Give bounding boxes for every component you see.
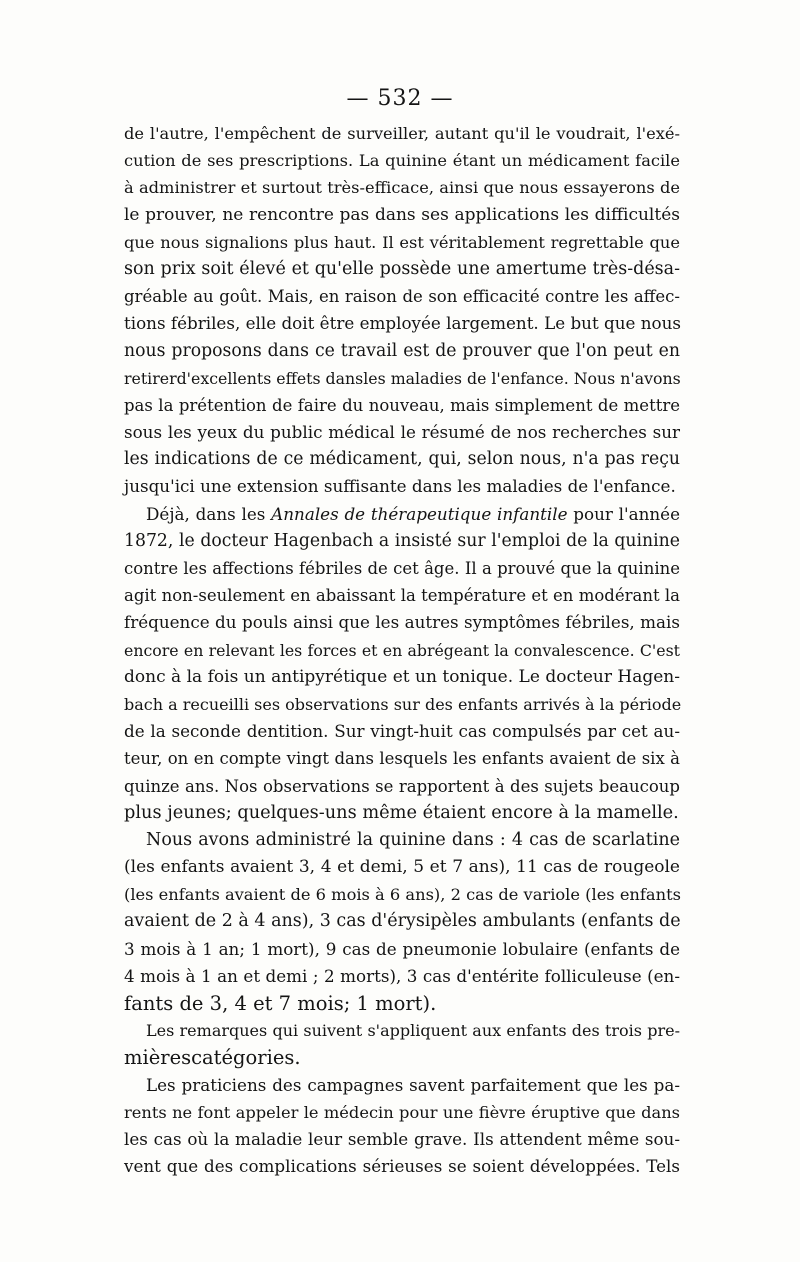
text-line: Nous avons administré la quinine dans : 4 cas de scarlatine [146, 829, 680, 850]
text-line: agit non-seulement en abaissant la température et en modérant la [124, 586, 680, 606]
text-line: que nous signalions plus haut. Il est véritablement regrettable que [124, 232, 680, 252]
text-line: vent que des complications sérieuses se soient développées. Tels [124, 1156, 680, 1177]
text-fragment: pour l'année [567, 503, 681, 524]
text-line: encore en relevant les forces et en abrégeant la convalescence. C'est [124, 640, 680, 660]
text-line: 3 mois à 1 an; 1 mort), 9 cas de pneumonie lobulaire (enfants de [124, 938, 680, 959]
text-line: jusqu'ici une extension suffisante dans les maladies de l'enfance. [124, 476, 676, 497]
journal-title: Annales de thérapeutique infantile [271, 503, 568, 524]
text-line: 4 mois à 1 an et demi ; 2 morts), 3 cas d'entérite folliculeuse (en- [124, 965, 680, 986]
text-line: sous les yeux du public médical le résumé de nos recherches sur [124, 422, 680, 443]
text-line: avaient de 2 à 4 ans), 3 cas d'érysipèles ambulants (enfants de [124, 911, 681, 932]
text-line-with-citation [124, 501, 680, 528]
text-line: fants de 3, 4 et 7 mois; 1 mort). [124, 992, 437, 1015]
text-line: Les remarques qui suivent s'appliquent aux enfants des trois pre- [146, 1021, 680, 1041]
text-line: nous proposons dans ce travail est de prouver que l'on peut en [124, 340, 680, 361]
text-line: les indications de ce médicament, qui, selon nous, n'a pas reçu [124, 449, 680, 470]
text-line: contre les affections fébriles de cet âge. Il a prouvé que la quinine [124, 559, 680, 578]
text-line: cution de ses prescriptions. La quinine étant un médicament facile [124, 151, 680, 171]
text-line: (les enfants avaient de 6 mois à 6 ans), 2 cas de variole (les enfants [124, 885, 681, 905]
body-text [124, 120, 680, 1180]
text-line: à administrer et surtout très-efficace, ainsi que nous essayerons de [124, 178, 680, 198]
text-line: de l'autre, l'empêchent de surveiller, autant qu'il le voudrait, l'exé- [124, 124, 680, 143]
text-fragment: Déjà, dans les [146, 503, 272, 524]
text-line: mièrescatégories. [124, 1046, 301, 1070]
page-number: — 532 — [346, 86, 454, 111]
text-line: rents ne font appeler le médecin pour une fièvre éruptive que dans [124, 1102, 680, 1122]
text-line: plus jeunes; quelques-uns même étaient encore à la mamelle. [124, 802, 679, 823]
text-line: tions fébriles, elle doit être employée largement. Le but que nous [124, 313, 682, 334]
text-line: retirerd'excellents effets dansles maladies de l'enfance. Nous n'avons [124, 368, 681, 388]
text-line: teur, on en compte vingt dans lesquels les enfants avaient de six à [124, 749, 680, 769]
text-line: les cas où la maladie leur semble grave. Ils attendent même sou- [124, 1128, 680, 1149]
text-line: bach a recueilli ses observations sur des enfants arrivés à la période [124, 694, 682, 714]
text-line: 1872, le docteur Hagenbach a insisté sur l'emploi de la quinine [124, 530, 680, 551]
text-line: son prix soit élevé et qu'elle possède une amertume très-désa- [124, 258, 680, 279]
text-line: (les enfants avaient 3, 4 et demi, 5 et 7 ans), 11 cas de rougeole [124, 857, 680, 878]
text-line: quinze ans. Nos observations se rapportent à des sujets beaucoup [124, 776, 680, 796]
text-line: donc à la fois un antipyrétique et un tonique. Le docteur Hagen- [124, 666, 680, 687]
text-line: de la seconde dentition. Sur vingt-huit cas compulsés par cet au- [124, 721, 680, 742]
text-line: gréable au goût. Mais, en raison de son efficacité contre les affec- [124, 287, 680, 307]
text-line: le prouver, ne rencontre pas dans ses applications les difficultés [124, 204, 680, 225]
text-line: fréquence du pouls ainsi que les autres symptômes fébriles, mais [124, 612, 680, 633]
text-line: pas la prétention de faire du nouveau, mais simplement de mettre [124, 395, 680, 415]
text-line: Les praticiens des campagnes savent parfaitement que les pa- [146, 1074, 680, 1095]
